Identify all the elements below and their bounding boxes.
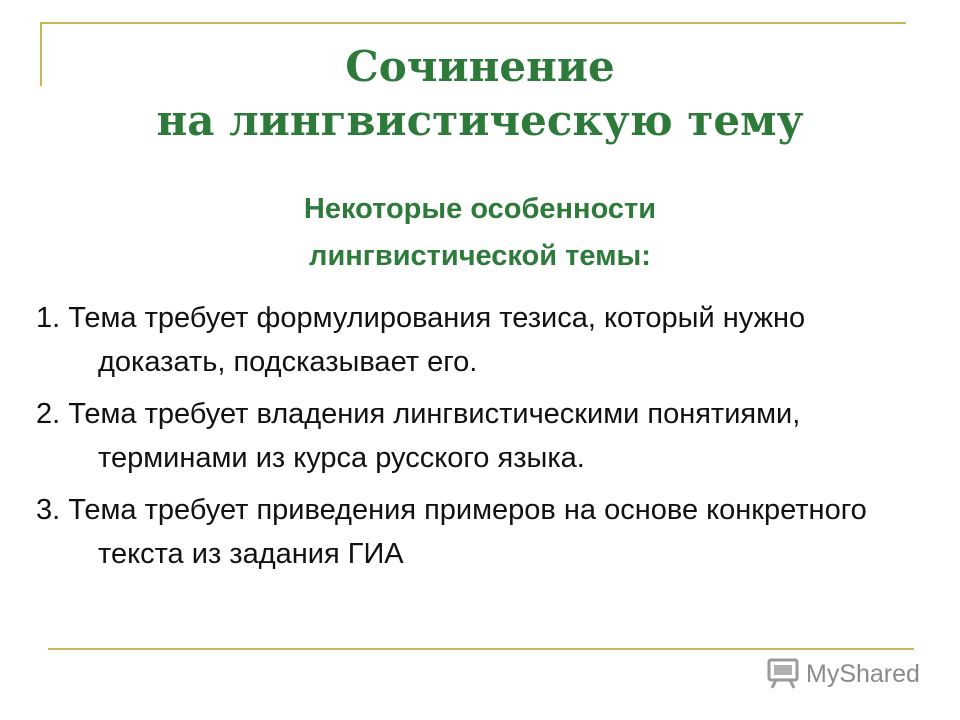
bottom-rule bbox=[48, 648, 914, 650]
presentation-board-icon bbox=[766, 658, 800, 690]
item-text: Тема требует владения лингвистическими понятиями, терминами из курса русского языка. bbox=[68, 398, 801, 474]
title-line-2: на лингвистическую тему bbox=[156, 96, 804, 145]
slide-subtitle bbox=[0, 186, 960, 280]
item-number: 3. bbox=[36, 494, 61, 526]
list-item bbox=[36, 488, 926, 576]
title-line-1: Сочинение bbox=[345, 42, 615, 91]
subtitle-line-2: лингвистической темы: bbox=[309, 240, 651, 272]
item-number: 1. bbox=[36, 302, 61, 334]
subtitle-line-1: Некоторые особенности bbox=[303, 193, 657, 225]
list-item bbox=[36, 392, 926, 480]
item-text: Тема требует приведения примеров на основе конкретного текста из задания ГИА bbox=[68, 494, 867, 570]
item-number: 2. bbox=[36, 398, 61, 430]
top-rule bbox=[40, 22, 906, 24]
watermark bbox=[766, 656, 920, 692]
watermark-text: MyShared bbox=[806, 659, 920, 688]
feature-list bbox=[36, 296, 926, 584]
list-item bbox=[36, 296, 926, 384]
item-text: Тема требует формулирования тезиса, который нужно доказать, подсказывает его. bbox=[68, 302, 806, 378]
slide-title bbox=[0, 40, 960, 148]
